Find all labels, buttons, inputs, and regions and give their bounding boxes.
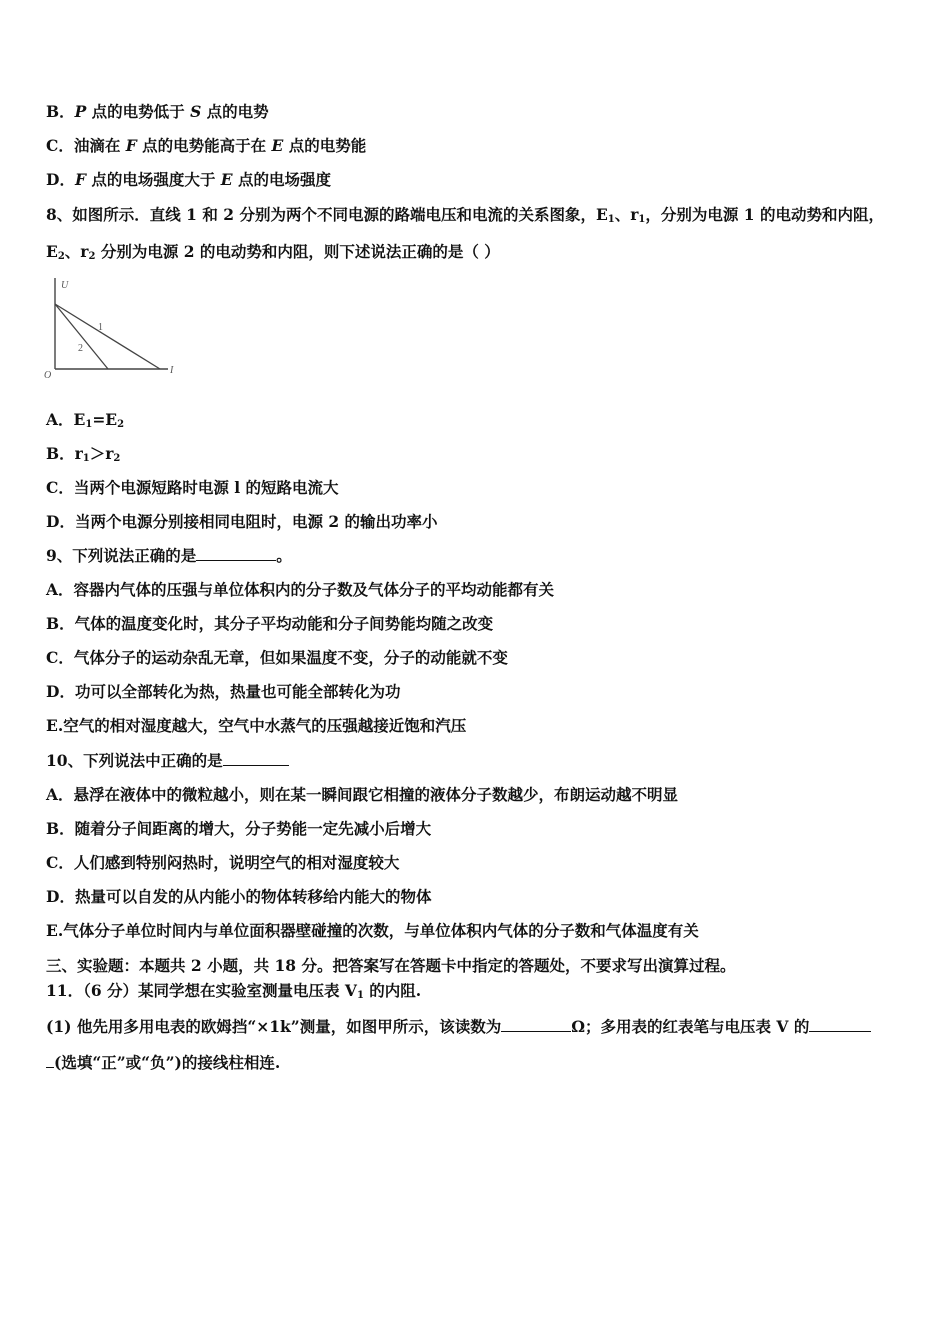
- q7-option-b: B．P 点的电势低于 S 点的电势: [46, 102, 269, 121]
- q10-option-c: C．人们感到特别闷热时，说明空气的相对湿度较大: [46, 853, 400, 872]
- q7-option-c: C．油滴在 F 点的电势能高于在 E 点的电势能: [46, 136, 367, 155]
- q8-option-a: A．$E_1=E_2$: [46, 410, 125, 430]
- q10-option-e: E.气体分子单位时间内与单位面积器壁碰撞的次数，与单位体积内气体的分子数和气体温度有关: [46, 921, 699, 940]
- q10-option-b: B．随着分子间距离的增大，分子势能一定先减小后增大: [46, 819, 432, 838]
- line-1-label: 1: [98, 322, 103, 333]
- origin-label: O: [44, 370, 52, 381]
- answer-blank: [223, 751, 289, 766]
- q8-option-b: B．$r_1>r_2$: [46, 444, 121, 464]
- q9-option-c: C．气体分子的运动杂乱无章，但如果温度不变，分子的动能就不变: [46, 648, 508, 667]
- q7-option-d: D．F 点的电场强度大于 E 点的电场强度: [46, 170, 331, 189]
- line-2: [55, 304, 108, 369]
- answer-blank: [809, 1017, 871, 1032]
- q9-option-e: E.空气的相对湿度越大，空气中水蒸气的压强越接近饱和汽压: [46, 716, 467, 735]
- q11-part1-line2: (选填“正”或“负”)的接线柱相连.: [46, 1053, 280, 1073]
- answer-blank: [46, 1053, 54, 1068]
- q8-stem-line1: 8、如图所示．直线 1 和 2 分别为两个不同电源的路端电压和电流的关系图象，$E_1$、$r_1$，分别为电源 1 的电动势和内阻，: [46, 205, 884, 225]
- q8-stem-line2: $E_2$、$r_2$ 分别为电源 2 的电动势和内阻，则下述说法正确的是（ ）: [46, 242, 500, 262]
- q11-part1-line1: (1) 他先用多用电表的欧姆挡“×1k”测量，如图甲所示，该读数为 Ω；多用表的红表笔与电压表 V 的: [46, 1017, 871, 1037]
- section-3-heading: 三、实验题：本题共 2 小题，共 18 分。把答案写在答题卡中指定的答题处，不要求写出演算过程。: [46, 956, 736, 975]
- q10-stem: 10、下列说法中正确的是: [46, 751, 289, 771]
- q9-option-b: B．气体的温度变化时，其分子平均动能和分子间势能均随之改变: [46, 614, 494, 633]
- line-1: [55, 304, 160, 369]
- q9-option-d: D．功可以全部转化为热，热量也可能全部转化为功: [46, 682, 401, 701]
- q8-option-c: C．当两个电源短路时电源 l 的短路电流大: [46, 478, 339, 497]
- answer-blank: [501, 1017, 571, 1032]
- u-label: U: [61, 280, 69, 291]
- q10-option-d: D．热量可以自发的从内能小的物体转移给内能大的物体: [46, 887, 432, 906]
- q8-option-d: D．当两个电源分别接相同电阻时，电源 2 的输出功率小: [46, 512, 438, 531]
- answer-blank: [196, 546, 276, 561]
- q10-option-a: A．悬浮在液体中的微粒越小，则在某一瞬间跟它相撞的液体分子数越少，布朗运动越不明显: [46, 785, 679, 804]
- line-2-label: 2: [78, 343, 83, 354]
- q9-stem: 9、下列说法正确的是 。: [46, 546, 292, 565]
- i-label: I: [170, 365, 174, 376]
- u-i-graph: [40, 274, 180, 384]
- q9-option-a: A．容器内气体的压强与单位体积内的分子数及气体分子的平均动能都有关: [46, 580, 555, 599]
- q11-stem: 11．（6 分）某同学想在实验室测量电压表 $V_1$ 的内阻.: [46, 981, 422, 1001]
